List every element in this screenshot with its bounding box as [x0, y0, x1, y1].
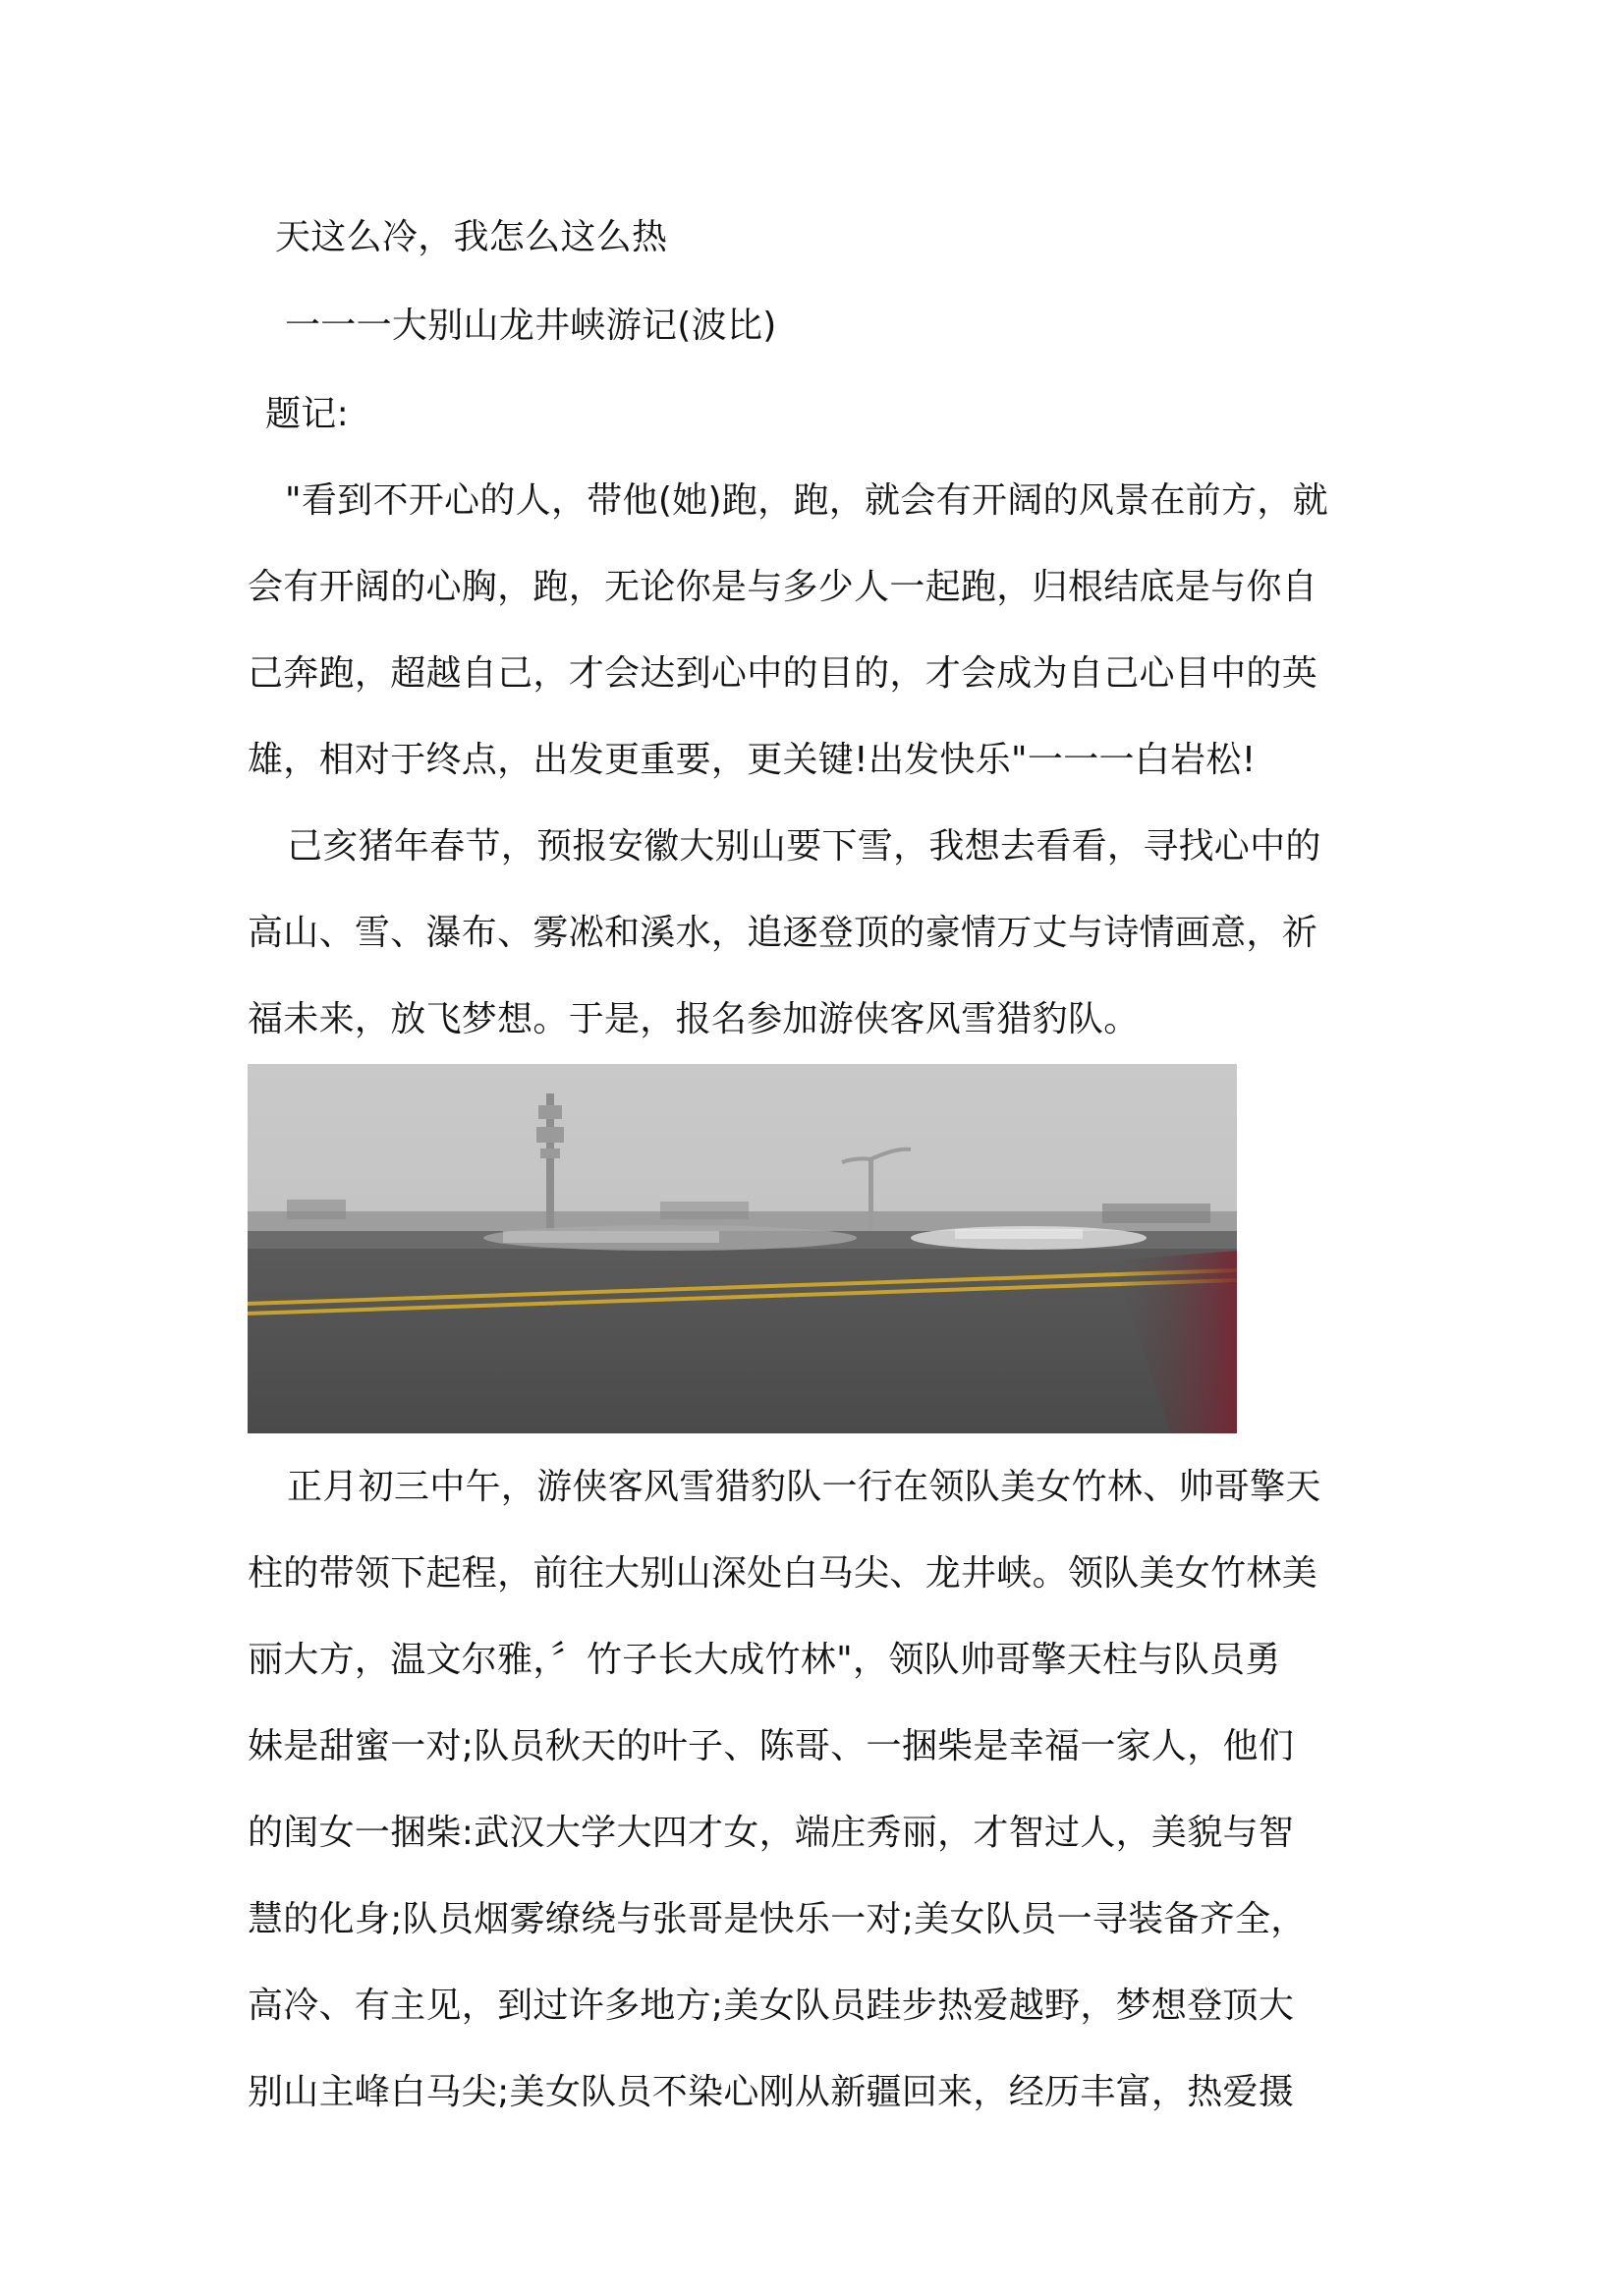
paragraph-line: 高山、雪、瀑布、雾凇和溪水，追逐登顶的豪情万丈与诗情画意，祈 — [248, 913, 1318, 953]
document-title: 天这么冷，我怎么这么热 — [275, 217, 668, 257]
paragraph-line: 己奔跑，超越自己，才会达到心中的目的，才会成为自己心目中的英 — [248, 653, 1318, 694]
road-photo — [248, 1064, 1237, 1433]
paragraph-line: 福未来，放飞梦想。于是，报名参加游侠客风雪猎豹队。 — [248, 999, 1140, 1039]
paragraph-line: 慧的化身;队员烟雾缭绕与张哥是快乐一对;美女队员一寻装备齐全， — [248, 1899, 1307, 1939]
paragraph-line: 柱的带领下起程，前往大别山深处白马尖、龙井峡。领队美女竹林美 — [248, 1553, 1318, 1594]
paragraph-line: 妹是甜蜜一对;队员秋天的叶子、陈哥、一捆柴是幸福一家人，他们 — [248, 1726, 1295, 1766]
epigraph-heading: 题记: — [265, 394, 350, 434]
paragraph-line: 己亥猪年春节，预报安徽大别山要下雪，我想去看看，寻找心中的 — [287, 826, 1321, 867]
paragraph-line: 别山主峰白马尖;美女队员不染心刚从新疆回来，经历丰富，热爱摄 — [248, 2072, 1295, 2112]
paragraph-line: 高冷、有主见，到过许多地方;美女队员跬步热爱越野，梦想登顶大 — [248, 1986, 1295, 2026]
paragraph-line: "看到不开心的人，带他(她)跑，跑，就会有开阔的风景在前方，就 — [285, 480, 1328, 521]
paragraph-line: 丽大方，温文尔雅，〞竹子长大成竹林"，领队帅哥擎天柱与队员勇 — [248, 1640, 1281, 1680]
paragraph-line: 雄，相对于终点，出发更重要，更关键!出发快乐"一一一白岩松! — [248, 740, 1257, 780]
paragraph-line: 正月初三中午，游侠客风雪猎豹队一行在领队美女竹林、帅哥擎天 — [287, 1467, 1321, 1507]
document-subtitle: 一一一大别山龙井峡游记(波比) — [285, 306, 777, 346]
paragraph-line: 的闺女一捆柴:武汉大学大四才女，端庄秀丽，才智过人，美貌与智 — [248, 1813, 1295, 1853]
paragraph-line: 会有开阔的心胸，跑，无论你是与多少人一起跑，归根结底是与你自 — [248, 567, 1318, 607]
